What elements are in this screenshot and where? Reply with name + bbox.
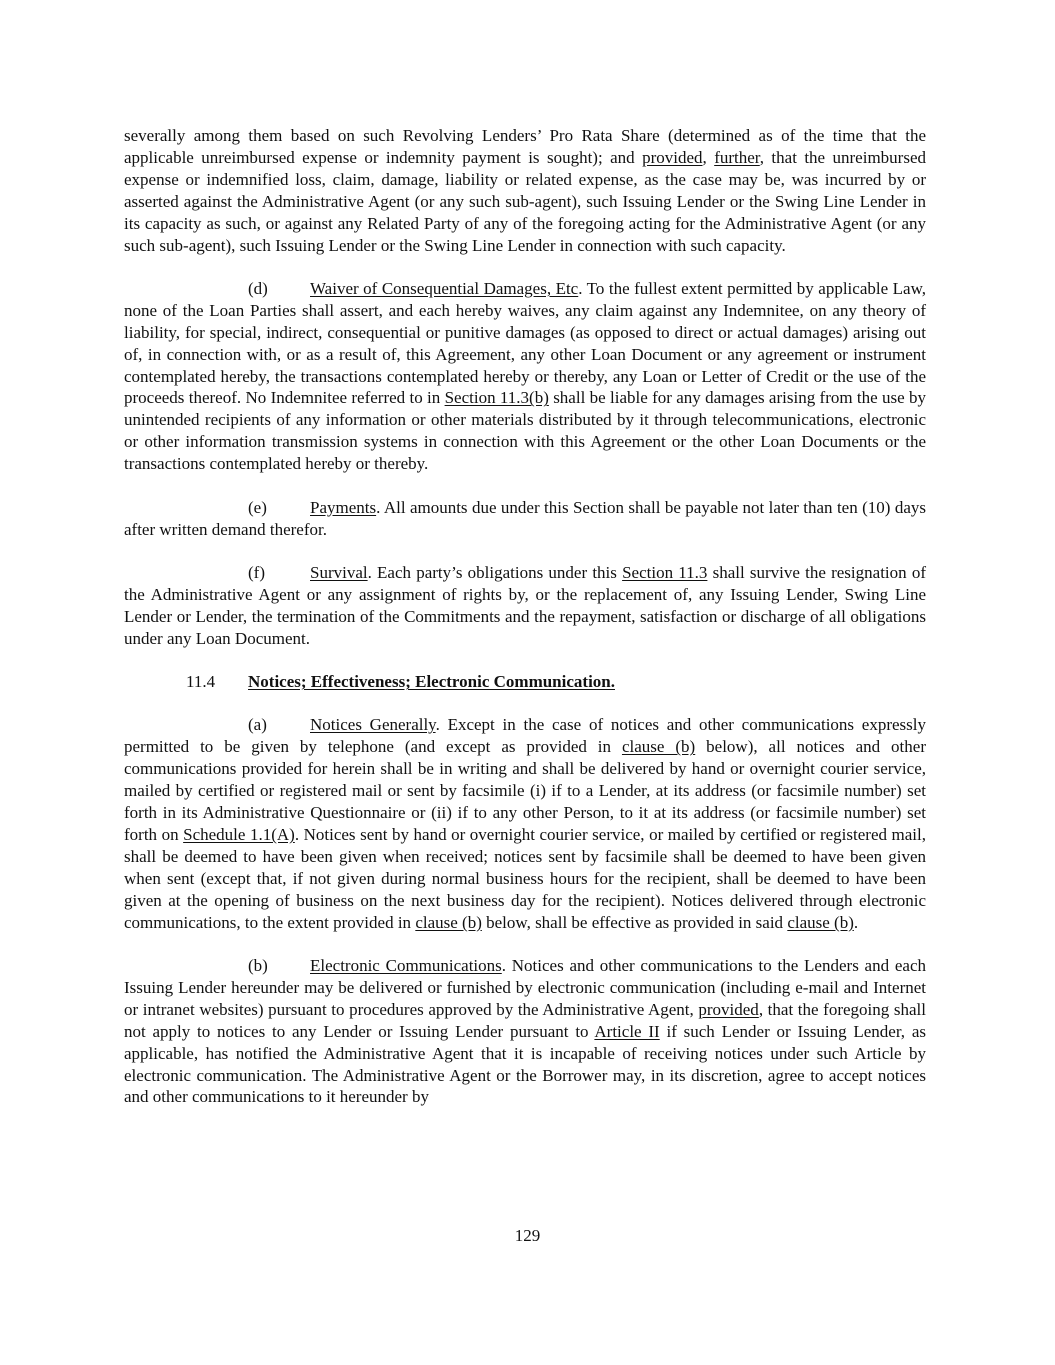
text-run: . Each party’s obligations under this: [367, 562, 623, 582]
paragraph-a: [124, 714, 926, 933]
cross-reference: Section 11.3(b): [444, 388, 549, 408]
text-run: severally among them based on such Revolving Lenders’ Pro Rata Share (determined as of the time that the applicable unreimbursed expense or indemnity payment is sought); and: [124, 126, 926, 167]
paragraph-f: [124, 562, 926, 650]
document-page: [124, 125, 926, 1130]
underlined-term: provided: [698, 999, 759, 1019]
text-run: ,: [702, 147, 715, 167]
clause-enumerator: (b): [248, 956, 268, 975]
cross-reference: clause (b): [621, 737, 696, 757]
clause-title: Payments: [310, 497, 377, 517]
text-run: . All amounts due under this Section shall be payable not later than ten (10) days after written demand therefor.: [124, 497, 926, 539]
cross-reference: Section 11.3: [622, 562, 708, 582]
clause-enumerator: (a): [248, 715, 267, 735]
cross-reference: Schedule 1.1(A): [183, 824, 295, 844]
section-number: 11.4: [186, 672, 216, 692]
text-run: .: [853, 912, 859, 932]
text-run: shall survive the resignation of the Administrative Agent or any assignment of rights by, or the replacement of, any Issuing Lender, Swing Line Lender or Lender, the termination of the Commitments and the repayment, satisfaction or discharge of all obligations under any Loan Document.: [124, 562, 926, 648]
paragraph-intro: [124, 125, 926, 256]
paragraph-e: [124, 497, 926, 541]
clause-enumerator: (f): [248, 562, 265, 582]
text-run: shall be liable for any damages arising from the use by unintended recipients of any information or other materials distributed by it through telecommunications, electronic or other information transmission systems in connection with this Agreement or the other Loan Documents or the transactions contemplated hereby or thereby.: [124, 388, 926, 474]
text-run: if such Lender or Issuing Lender, as applicable, has notified the Administrative Agent that it is incapable of receiving notices under such Article by electronic communication. The Administrative Agent or the Borrower may, in its discretion, agree to accept notices and other communications to it hereunder by: [124, 1021, 926, 1107]
clause-title: Electronic Communications: [310, 956, 502, 975]
page-number: 129: [514, 1226, 541, 1245]
cross-reference: clause (b): [415, 912, 482, 932]
section-title: Notices; Effectiveness; Electronic Communication.: [248, 672, 615, 692]
text-run: below), all notices and other communications provided for herein shall be in writing and shall be delivered by hand or overnight courier service, mailed by certified or registered mail or sent by facsimile (i) if to a Lender, at its address (or facsimile number) set forth in its Administrative Questionnaire or (ii) if to any other Person, to it at its address (or facsimile number) set forth on: [124, 737, 926, 844]
cross-reference: clause (b): [787, 912, 854, 932]
clause-title: Survival: [310, 562, 368, 582]
text-run: . Notices sent by hand or overnight courier service, or mailed by certified or registered mail, shall be deemed to have been given when received; notices sent by facsimile shall be deemed to have been given when sent (except that, if not given during normal business hours for the recipient, shall be deemed to have been given at the opening of business on the next business day for the recipient). Notices delivered through electronic communications, to the extent provided in: [124, 824, 926, 932]
text-run: . Notices and other communications to the Lenders and each Issuing Lender hereunder may be delivered or furnished by electronic communication (including e-mail and Internet or intranet websites) pursuant to procedures approved by the Administrative Agent,: [124, 956, 926, 1019]
section-heading: [124, 671, 926, 693]
clause-enumerator: (d): [248, 278, 268, 298]
text-run: . To the fullest extent permitted by applicable Law, none of the Loan Parties shall assert, and each hereby waives, any claim against any Indemnitee, on any theory of liability, for special, indirect, consequential or punitive damages (as opposed to direct or actual damages) arising out of, in connection with, or as a result of, this Agreement, any other Loan Document or any agreement or instrument contemplated hereby, the transactions contemplated hereby or thereby, any Loan or Letter of Credit or the use of the proceeds thereof. No Indemnitee referred to in: [124, 278, 926, 408]
clause-title: Waiver of Consequential Damages, Etc: [310, 278, 579, 298]
clause-title: Notices Generally: [310, 715, 436, 735]
paragraph-d: [124, 278, 926, 475]
text-run: , that the unreimbursed expense or indemnified loss, claim, damage, liability or related expense, as the case may be, was incurred by or asserted against the Administrative Agent (or any such sub-agent), such Issuing Lender or the Swing Line Lender in its capacity as such, or against any Related Party of any of the foregoing acting for the Administrative Agent (or any such sub-agent), such Issuing Lender or the Swing Line Lender in connection with such capacity.: [124, 147, 926, 255]
text-run: below, shall be effective as provided in said: [481, 912, 788, 932]
underlined-term: provided: [642, 147, 703, 167]
clause-enumerator: (e): [248, 497, 267, 517]
cross-reference: Article II: [594, 1021, 660, 1041]
paragraph-b: [124, 955, 926, 1108]
text-run: . Except in the case of notices and other communications expressly permitted to be given by telephone (and except as provided in: [124, 715, 926, 757]
text-run: , that the foregoing shall not apply to notices to any Lender or Issuing Lender pursuant to: [124, 999, 926, 1041]
underlined-term: further: [714, 147, 760, 167]
